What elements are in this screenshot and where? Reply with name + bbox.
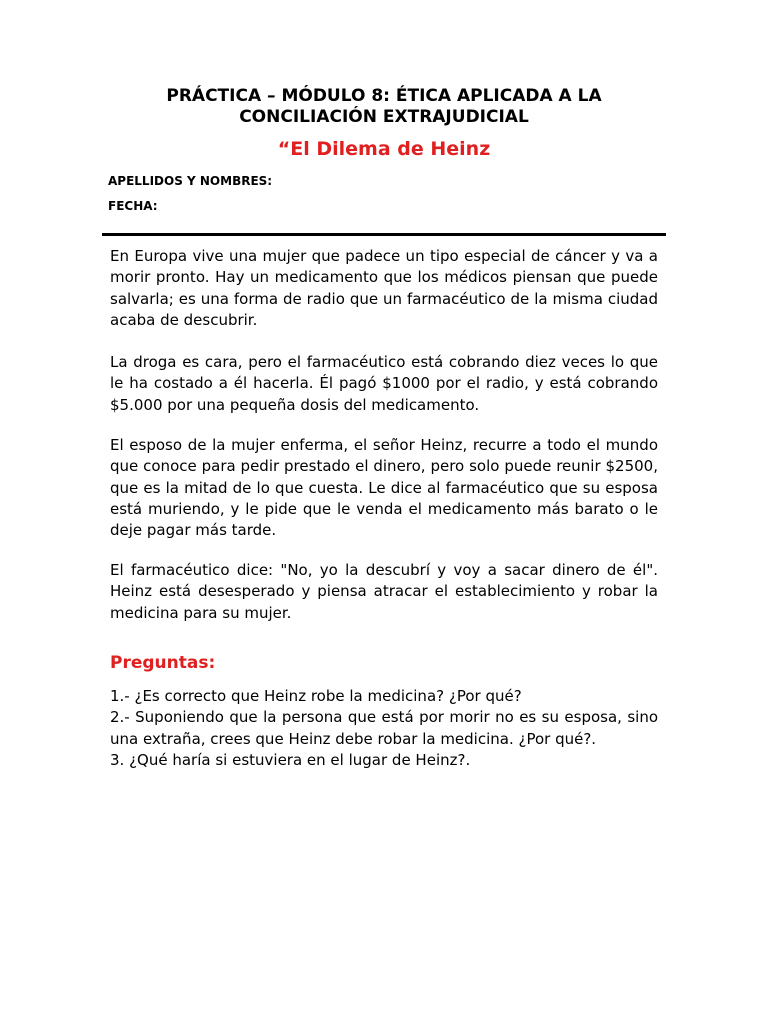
question-item-1: 1.- ¿Es correcto que Heinz robe la medicina? ¿Por qué? [110,687,522,705]
question-item-2: 2.- Suponiendo que la persona que está por morir no es su esposa, sino una extraña, crees que Heinz debe robar la medicina. ¿Por qué?. [110,708,658,748]
paragraph-1: En Europa vive una mujer que padece un tipo especial de cáncer y va a morir pronto. Hay un medicamento que los médicos piensan que puede salvarla; es una forma de radio que un farmacéutico de la misma ciudad acaba de descubrir. [110,247,658,329]
questions-heading: Preguntas: [110,653,216,673]
paragraph-2: La droga es cara, pero el farmacéutico está cobrando diez veces lo que le ha costado a él hacerla. Él pagó $1000 por el radio, y está cobrando $5.000 por una pequeña dosis del medicamento. [110,353,658,414]
field-label-date: FECHA: [108,199,158,213]
questions-list [110,686,658,771]
paragraph-4: El farmacéutico dice: "No, yo la descubrí y voy a sacar dinero de él". Heinz está desesperado y piensa atracar el establecimiento y robar la medicina para su mujer. [110,561,658,622]
page-subtitle: “El Dilema de Heinz [277,138,491,160]
paragraph-3: El esposo de la mujer enferma, el señor Heinz, recurre a todo el mundo que conoce para pedir prestado el dinero, pero solo puede reunir $2500, que es la mitad de lo que cuesta. Le dice al farmacéutico que su esposa está muriendo, y le pide que le venda el medicamento más barato o le deje pagar más tarde. [110,436,658,540]
title-line-1: PRÁCTICA – MÓDULO 8: ÉTICA APLICADA A LA [166,86,602,106]
page-title [100,86,668,128]
divider-line [102,233,666,236]
question-item-3: 3. ¿Qué haría si estuviera en el lugar de Heinz?. [110,750,471,769]
field-label-names: APELLIDOS Y NOMBRES: [108,174,273,188]
title-line-2: CONCILIACIÓN EXTRAJUDICIAL [239,107,529,127]
